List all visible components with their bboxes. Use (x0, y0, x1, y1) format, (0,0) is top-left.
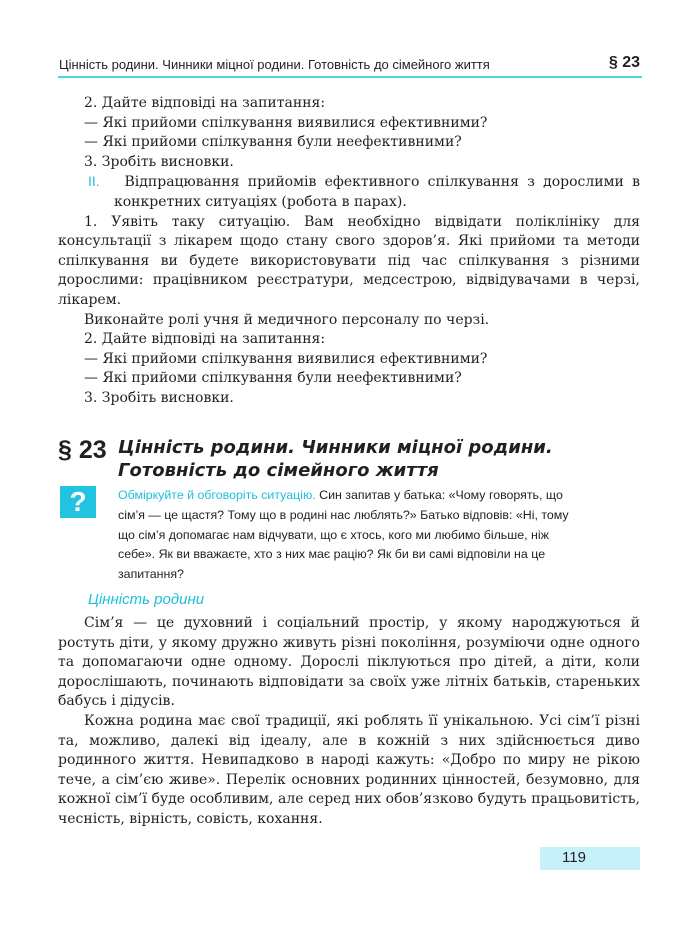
page-number: 119 (562, 849, 586, 866)
section-title-line-2: Готовність до сімейного життя (118, 460, 439, 481)
header-section-number: § 23 (608, 54, 640, 71)
prompt-text: Син запитав у батька: «Чому говорять, що сім’я — це щастя? Тому що в родині нас люблять?» Батько відповів: «Ні, тому що сім’я допомагає нам відчувати, що є хтось, кого ми любимо більше, ніж себе». Як ви вважаєте, хто з них має рацію? Як би ви самі відповіли на це запитання? (118, 488, 569, 582)
exercise-question: — Які прийоми спілкування були неефективними? (84, 134, 462, 151)
exercise-part-title: Відпрацювання прийомів ефективного спілкування з дорослими в конкретних ситуаціях (робота в парах). (114, 174, 641, 210)
exercise-paragraph: 1. Уявіть таку ситуацію. Вам необхідно відвідати поліклініку для консультації з лікарем щодо стану свого здоров’я. Які прийоми та методи спілкування ви будете використовувати під час спілкування з різними дорослими: працівником реєстратури, медсестрою, відвідувачами в черзі, лікарем. (58, 213, 640, 308)
paragraph: Кожна родина має свої традиції, які роблять її унікальною. Усі сім’ї різні та, можливо, далекі від ідеалу, але в кожній з них здійснюється диво родинного життя. Невипадково в народі кажуть: «Добро по миру не рікою тече, а сім’єю живе». Перелік основних родинних цінностей, безумовно, для кожної сім’ї буде особливим, але серед них обов’язково будуть працьовитість, чесність, вірність, совість, кохання. (58, 712, 640, 827)
exercise-step: 3. Зробіть висновки. (84, 389, 234, 406)
exercise-block (58, 94, 640, 409)
running-header (58, 52, 642, 78)
subheading: Цінність родини (88, 591, 205, 608)
prompt-lead: Обміркуйте й обговоріть ситуацію. (118, 488, 316, 502)
roman-numeral: II. (88, 173, 100, 190)
paragraph: Сім’я — це духовний і соціальний простір, у якому народжуються й ростуть діти, у якому дружно живуть різні покоління, розуміючи одне одного та допомагаючи одне одному. Дорослі піклуються про дітей, а діти, коли дорослішають, починають відповідати за своїх уже літніх батьків, стареньких бабусь і дідусів. (58, 615, 640, 710)
exercise-paragraph: Виконайте ролі учня й медичного персоналу по черзі. (84, 311, 490, 328)
section-heading (58, 432, 642, 482)
exercise-step: 3. Зробіть висновки. (84, 153, 234, 170)
exercise-question: — Які прийоми спілкування були неефективними? (84, 370, 462, 387)
exercise-part-two (58, 172, 640, 212)
main-text (58, 614, 640, 830)
section-title-line-1: Цінність родини. Чинники міцної родини. (118, 437, 553, 458)
header-title: Цінність родини. Чинники міцної родини. Готовність до сімейного життя (59, 57, 490, 72)
section-number: § 23 (58, 436, 107, 464)
question-icon: ? (60, 486, 96, 518)
discussion-prompt (118, 486, 588, 585)
exercise-question: — Які прийоми спілкування виявилися ефективними? (84, 114, 488, 131)
page-number-box (540, 847, 640, 870)
exercise-question: — Які прийоми спілкування виявилися ефективними? (84, 350, 488, 367)
exercise-step: 2. Дайте відповіді на запитання: (84, 331, 326, 348)
exercise-step: 2. Дайте відповіді на запитання: (84, 95, 326, 111)
